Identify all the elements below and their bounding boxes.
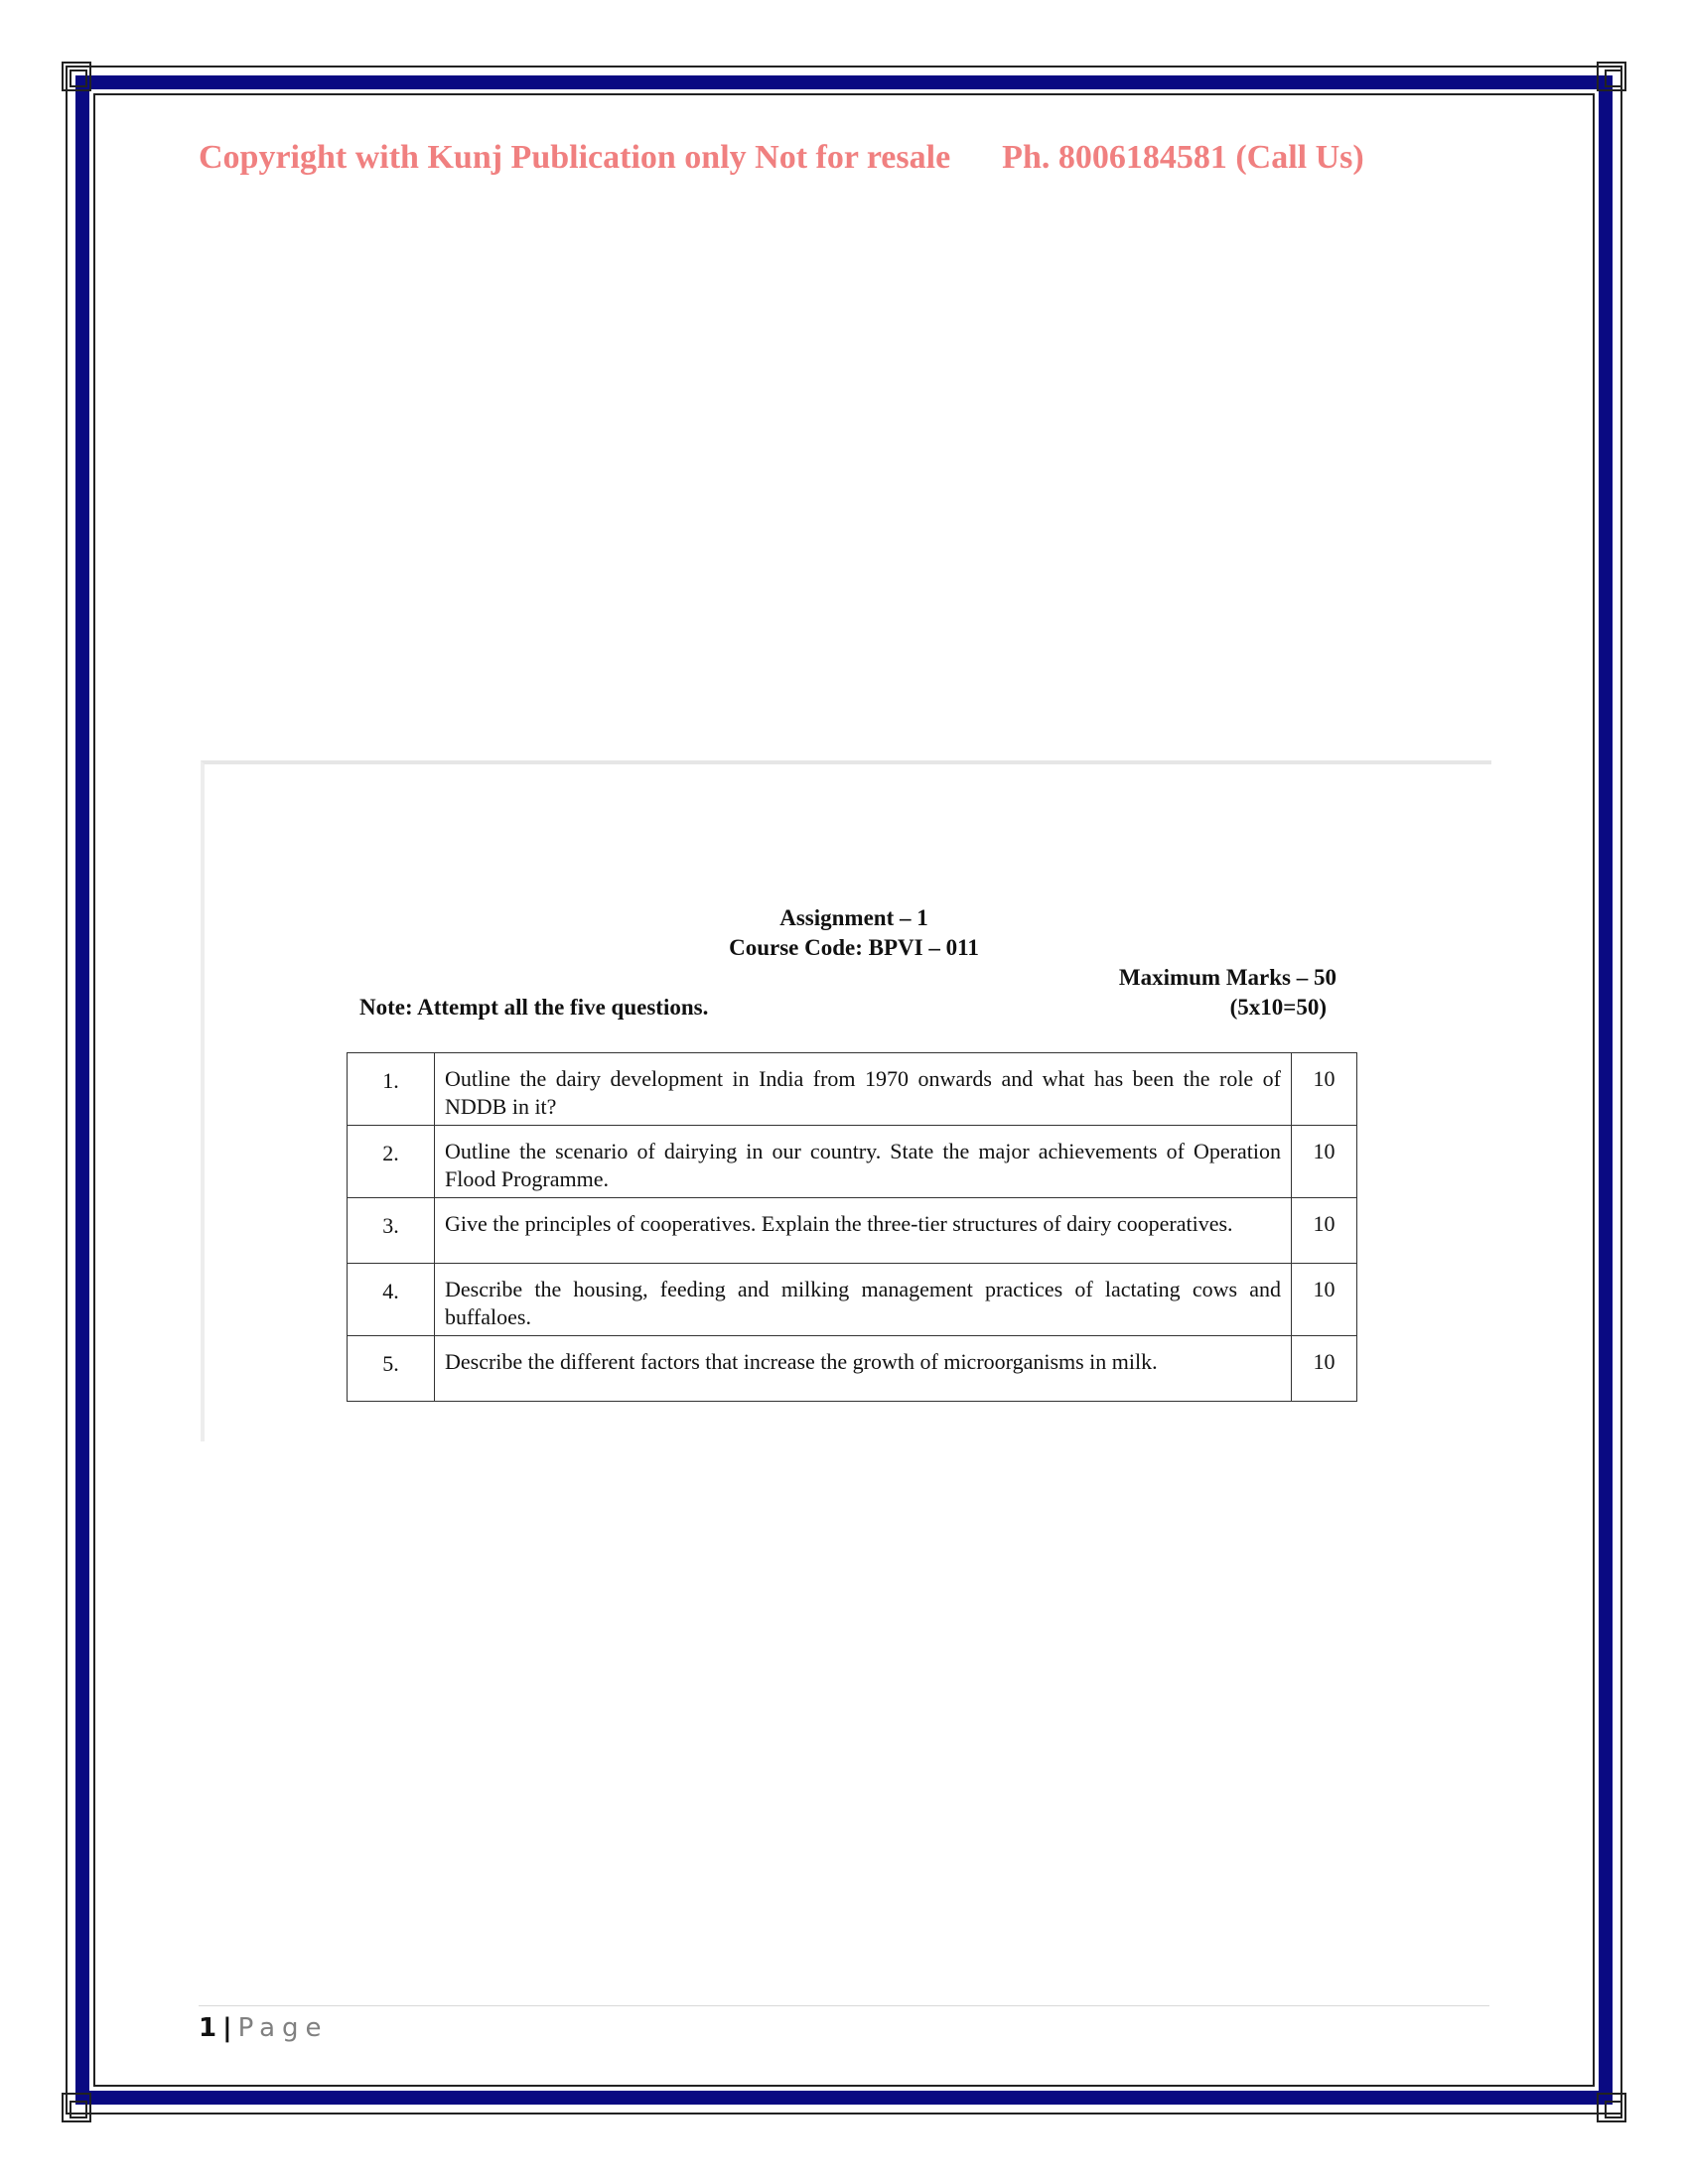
question-number: 3.: [348, 1198, 435, 1264]
question-number: 5.: [348, 1336, 435, 1402]
questions-table: [347, 1052, 1357, 1402]
question-text: Outline the dairy development in India from 1970 onwards and what has been the role of NDDB in it?: [435, 1053, 1292, 1126]
phone-text: Ph. 8006184581 (Call Us): [1002, 139, 1364, 176]
border-corner-ornament: [62, 62, 91, 91]
copyright-text: Copyright with Kunj Publication only Not for resale: [199, 139, 951, 176]
table-row: [348, 1264, 1357, 1336]
question-marks: 10: [1292, 1198, 1357, 1264]
question-text: Outline the scenario of dairying in our country. State the major achievements of Operation Flood Programme.: [435, 1126, 1292, 1198]
question-marks: 10: [1292, 1264, 1357, 1336]
assignment-title: Assignment – 1: [779, 905, 928, 930]
instruction-note: Note: Attempt all the five questions.: [359, 995, 709, 1020]
footer-divider: [199, 2005, 1489, 2006]
question-number: 1.: [348, 1053, 435, 1126]
border-corner-ornament: [1597, 2093, 1626, 2122]
table-row: [348, 1198, 1357, 1264]
course-code: Course Code: BPVI – 011: [729, 935, 979, 960]
maximum-marks: Maximum Marks – 50: [1118, 965, 1336, 990]
question-text: Describe the housing, feeding and milking management practices of lactating cows and buffaloes.: [435, 1264, 1292, 1336]
page-footer: [199, 2013, 329, 2043]
border-corner-ornament: [62, 2093, 91, 2122]
footer-separator: |: [222, 2013, 232, 2043]
question-marks: 10: [1292, 1126, 1357, 1198]
question-marks: 10: [1292, 1336, 1357, 1402]
page-label: Page: [237, 2013, 329, 2043]
question-text: Describe the different factors that increase the growth of microorganisms in milk.: [435, 1336, 1292, 1402]
question-marks: 10: [1292, 1053, 1357, 1126]
marks-split: (5x10=50): [1229, 995, 1327, 1020]
question-number: 2.: [348, 1126, 435, 1198]
table-row: [348, 1336, 1357, 1402]
table-row: [348, 1126, 1357, 1198]
question-text: Give the principles of cooperatives. Explain the three-tier structures of dairy cooperatives.: [435, 1198, 1292, 1264]
copyright-header: [199, 139, 1489, 177]
table-row: [348, 1053, 1357, 1126]
border-corner-ornament: [1597, 62, 1626, 91]
page-number: 1: [199, 2013, 217, 2043]
question-number: 4.: [348, 1264, 435, 1336]
